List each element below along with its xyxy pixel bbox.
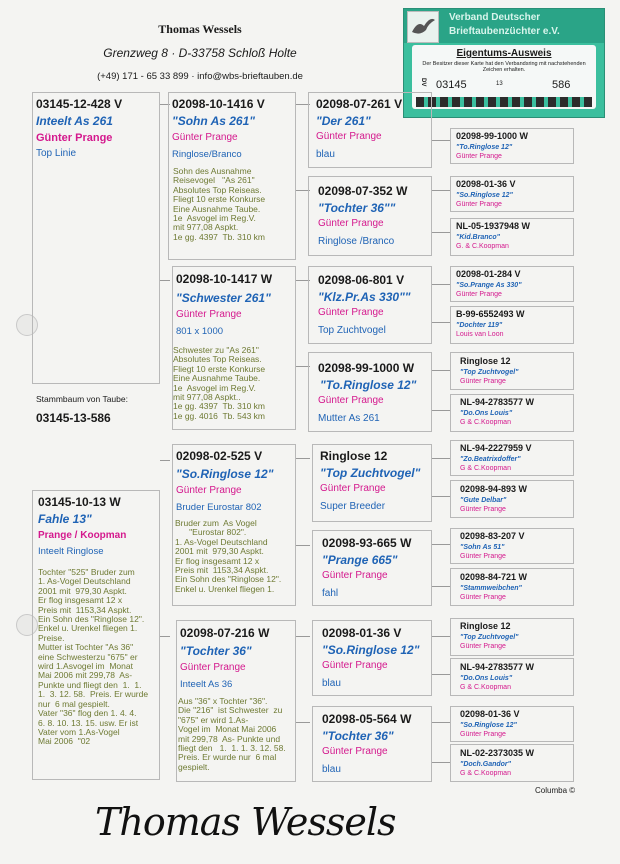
gen3-name: "Klz.Pr.As 330"" — [318, 290, 411, 304]
subject-ring: 03145-13-586 — [36, 411, 111, 425]
gen3-breeder: Günter Prange — [322, 660, 388, 671]
gen3-info: fahl — [322, 588, 339, 599]
gen4-ring: 02098-84-721 W — [460, 572, 528, 582]
gen4-name: "So.Prange As 330" — [456, 282, 522, 289]
ownership-card — [403, 8, 605, 118]
card-number: 586 — [552, 79, 571, 91]
gen2-description: Aus "36" x Tochter "36". Die "216" ist Schwester zu "675" er wird 1.As- Vogel im Monat Mai 2006 mit 299,78 As- Punkte und fliegt den 1. 1. 1. 3. 12. 58. Preis. Er wurde nur 6 mal gespielt. — [178, 696, 286, 772]
gen4-name: "So.Ringlose 12" — [456, 192, 513, 199]
gen4-breeder: G & C.Koopman — [460, 465, 511, 472]
gen2-description: Bruder zum As Vogel "Eurostar 802". 1. As-Vogel Deutschland 2001 mit 979,30 Aspkt. Er flog insgesamt 12 x Preis mit 1153,34 Aspkt. Ein Sohn des "Ringlose 12". Enkel u. Urenkel fliegen 1. — [175, 518, 282, 594]
gen3-breeder: Günter Prange — [316, 131, 382, 142]
card-text: Der Besitzer dieser Karte hat den Verbandsring mit nachstehenden Zeichen erhalten. — [422, 61, 586, 73]
gen4-breeder: Günter Prange — [456, 291, 502, 298]
gen4-breeder: G & C.Koopman — [460, 684, 511, 691]
credit-label: Columba © — [535, 786, 576, 795]
gen3-ring: 02098-01-36 V — [322, 626, 402, 640]
gen3-info: blau — [322, 764, 341, 775]
gen2-ring: 02098-10-1417 W — [176, 272, 273, 286]
gen2-name: "Sohn As 261" — [172, 114, 255, 128]
card-title: Eigentums-Ausweis — [456, 48, 552, 59]
mother-name: Fahle 13" — [38, 512, 92, 526]
gen3-breeder: Günter Prange — [322, 746, 388, 757]
gen4-ring: Ringlose 12 — [460, 621, 511, 631]
gen3-name: "Top Zuchtvogel" — [320, 466, 421, 480]
gen4-name: "Dochter 119" — [456, 322, 503, 329]
gen4-ring: 02098-01-36 V — [456, 179, 516, 189]
gen3-breeder: Günter Prange — [318, 395, 384, 406]
gen4-ring: B-99-6552493 W — [456, 309, 525, 319]
gen2-description: Sohn des Ausnahme Reisevogel "As 261" Absolutes Top Reiseas. Fliegt 10 erste Konkurse Eine Ausnahme Taube. 1e Asvogel im Reg.V. mit 977,08 Aspkt. 1e gg. 4397 Tb. 310 km — [173, 166, 266, 242]
gen2-info: Bruder Eurostar 802 — [176, 502, 262, 513]
gen3-name: "Prange 665" — [322, 553, 398, 567]
gen4-ring: 02098-99-1000 W — [456, 131, 529, 141]
gen4-breeder: Günter Prange — [456, 201, 502, 208]
gen3-breeder: Günter Prange — [320, 483, 386, 494]
gen2-description: Schwester zu "As 261" Absolutes Top Reiseas. Fliegt 10 erste Konkurse Eine Ausnahme Taube. 1e Asvogel im Reg.V. mit 977,08 Aspkt.. 1e gg. 4397 Tb. 310 km 1e gg. 4016 Tb. 543 km — [173, 345, 266, 421]
card-dv: DV — [420, 78, 426, 87]
gen3-name: "Tochter 36" — [322, 729, 394, 743]
gen4-name: "Do.Ons Louis" — [460, 675, 513, 682]
gen4-breeder: Günter Prange — [456, 153, 502, 160]
gen4-name: "So.Ringlose 12" — [460, 722, 517, 729]
gen4-ring: 02098-83-207 V — [460, 531, 525, 541]
breeder-name: Thomas Wessels — [158, 22, 242, 36]
gen4-ring: 02098-94-893 W — [460, 484, 528, 494]
gen4-name: "Top Zuchtvogel" — [460, 369, 519, 376]
gen4-name: "To.Ringlose 12" — [456, 144, 513, 151]
gen3-info: Top Zuchtvogel — [318, 325, 386, 336]
gen4-name: "Zo.Beatrixdoffer" — [460, 456, 521, 463]
gen4-name: "Stammweibchen" — [460, 585, 522, 592]
gen4-ring: NL-94-2783577 W — [460, 397, 535, 407]
gen4-breeder: G. & C.Koopman — [456, 243, 509, 250]
gen4-ring: NL-94-2227959 V — [460, 443, 532, 453]
gen4-ring: NL-94-2783577 W — [460, 662, 535, 672]
gen3-info: Ringlose /Branco — [318, 236, 395, 247]
gen2-info: Ringlose/Branco — [172, 149, 242, 160]
gen2-ring: 02098-07-216 W — [180, 626, 270, 640]
gen3-name: "Tochter 36"" — [318, 201, 396, 215]
gen3-name: "So.Ringlose 12" — [322, 643, 420, 657]
gen2-breeder: Günter Prange — [176, 485, 242, 496]
gen3-info: blau — [322, 678, 341, 689]
gen2-name: "Tochter 36" — [180, 644, 252, 658]
mother-ring: 03145-10-13 W — [38, 495, 121, 509]
father-info: Top Linie — [36, 148, 77, 159]
gen4-breeder: Günter Prange — [460, 506, 506, 513]
father-breeder: Günter Prange — [36, 132, 113, 144]
father-name: Inteelt As 261 — [36, 114, 113, 128]
card-year: 13 — [496, 81, 503, 87]
gen4-breeder: Günter Prange — [460, 378, 506, 385]
gen4-name: "Top Zuchtvogel" — [460, 634, 519, 641]
gen4-ring: Ringlose 12 — [460, 356, 511, 366]
mother-description: Tochter "525" Bruder zum 1. As-Vogel Deutschland 2001 mit 979,30 Aspkt. Er flog insgesamt 12 x Preis mit 1153,34 Aspkt. Ein Sohn des "Ringlose 12". Enkel u. Urenkel fliegen 1. Preise. Mutter ist Tochter "As 36" eine Schwesterzu "675" er wird 1.Asvogel im Monat Mai 2006 mit 299,78 As- Punkte und fliegt den 1. 1. 1. 3. 12. 58. Preis. Er wurde nur 6 mal gespielt. Vater "36" flog den 1. 4. 4. 6. 8. 10. 13. 15. usw. Er ist Vater vom 1.As-Vogel Mai 2006 "02 — [38, 567, 149, 747]
gen4-ring: NL-02-2373035 W — [460, 748, 535, 758]
gen3-ring: 02098-07-352 W — [318, 184, 408, 198]
gen2-name: "Schwester 261" — [176, 291, 271, 305]
breeder-address: Grenzweg 8 · D-33758 Schloß Holte — [103, 46, 297, 60]
gen3-breeder: Günter Prange — [322, 570, 388, 581]
gen4-breeder: Günter Prange — [460, 594, 506, 601]
gen3-name: "To.Ringlose 12" — [320, 378, 417, 392]
gen4-ring: 02098-01-36 V — [460, 709, 520, 719]
breeder-contact: (+49) 171 - 65 33 899 · info@wbs-brieftauben.de — [97, 71, 303, 82]
gen2-info: 801 x 1000 — [176, 326, 224, 337]
mother-info: Inteelt Ringlose — [38, 546, 104, 557]
gen4-breeder: Louis van Loon — [456, 331, 504, 338]
gen2-ring: 02098-02-525 V — [176, 449, 263, 463]
gen3-ring: Ringlose 12 — [320, 449, 388, 463]
father-ring: 03145-12-428 V — [36, 97, 123, 111]
gen3-ring: 02098-07-261 V — [316, 97, 403, 111]
card-pattern-band — [416, 97, 592, 107]
gen4-breeder: G & C.Koopman — [460, 770, 511, 777]
card-org-line1: Verband Deutscher — [449, 12, 541, 23]
gen3-ring: 02098-99-1000 W — [318, 361, 415, 375]
gen4-name: "Do.Ons Louis" — [460, 410, 513, 417]
gen2-breeder: Günter Prange — [176, 309, 242, 320]
gen2-breeder: Günter Prange — [172, 132, 238, 143]
gen4-name: "Kid.Branco" — [456, 234, 500, 241]
subject-label: Stammbaum von Taube: — [36, 394, 128, 404]
gen4-breeder: G & C.Koopman — [460, 419, 511, 426]
card-org-line2: Brieftaubenzüchter e.V. — [449, 26, 560, 37]
card-ring: 03145 — [436, 79, 467, 91]
gen2-info: Inteelt As 36 — [180, 679, 233, 690]
bird-logo-icon — [407, 11, 439, 43]
gen4-breeder: Günter Prange — [460, 553, 506, 560]
signature: Thomas Wessels — [95, 800, 396, 844]
gen3-info: Super Breeder — [320, 501, 386, 512]
gen4-name: "Gute Delbar" — [460, 497, 507, 504]
gen2-breeder: Günter Prange — [180, 662, 246, 673]
gen3-info: blau — [316, 149, 335, 160]
gen4-ring: NL-05-1937948 W — [456, 221, 531, 231]
gen3-ring: 02098-93-665 W — [322, 536, 412, 550]
mother-breeder: Prange / Koopman — [38, 530, 127, 541]
gen4-breeder: Günter Prange — [460, 731, 506, 738]
gen3-info: Mutter As 261 — [318, 413, 380, 424]
gen4-name: "Doch.Gandor" — [460, 761, 511, 768]
gen3-breeder: Günter Prange — [318, 218, 384, 229]
gen2-ring: 02098-10-1416 V — [172, 97, 265, 111]
gen3-breeder: Günter Prange — [318, 307, 384, 318]
gen4-breeder: Günter Prange — [460, 643, 506, 650]
gen2-name: "So.Ringlose 12" — [176, 467, 274, 481]
gen4-name: "Sohn As 51" — [460, 544, 505, 551]
gen3-ring: 02098-05-564 W — [322, 712, 412, 726]
gen3-name: "Der 261" — [316, 114, 371, 128]
gen3-ring: 02098-06-801 V — [318, 273, 405, 287]
gen4-ring: 02098-01-284 V — [456, 269, 521, 279]
